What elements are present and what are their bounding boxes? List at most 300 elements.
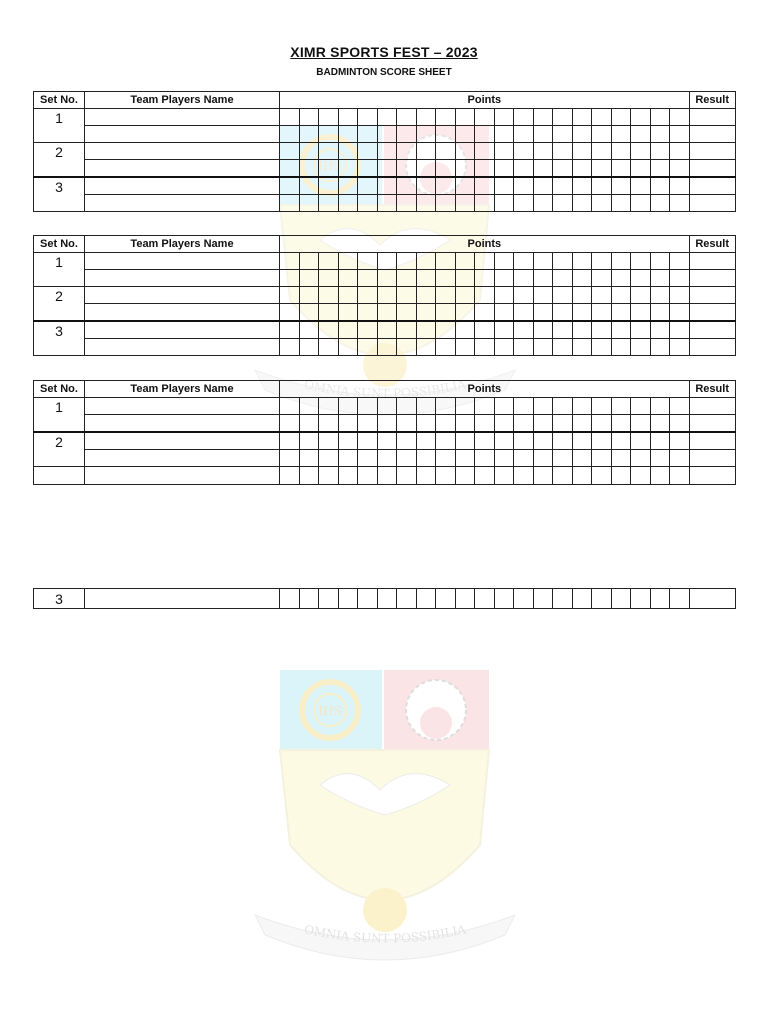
point-cell[interactable] [475, 339, 495, 356]
point-cell[interactable] [670, 467, 690, 485]
point-cell[interactable] [592, 160, 612, 178]
point-cell[interactable] [611, 287, 631, 304]
player-name-cell[interactable] [85, 160, 280, 178]
point-cell[interactable] [280, 287, 300, 304]
point-cell[interactable] [572, 287, 592, 304]
point-cell[interactable] [631, 304, 651, 322]
result-cell[interactable] [689, 109, 735, 126]
point-cell[interactable] [455, 109, 475, 126]
point-cell[interactable] [533, 450, 553, 467]
player-name-cell[interactable] [85, 339, 280, 356]
point-cell[interactable] [299, 270, 319, 287]
point-cell[interactable] [280, 253, 300, 270]
point-cell[interactable] [514, 467, 534, 485]
point-cell[interactable] [358, 467, 378, 485]
point-cell[interactable] [553, 143, 573, 160]
point-cell[interactable] [475, 126, 495, 143]
point-cell[interactable] [318, 159, 342, 178]
point-cell[interactable] [650, 160, 670, 178]
point-cell[interactable] [358, 270, 378, 287]
point-cell[interactable] [494, 450, 514, 467]
point-cell[interactable] [416, 304, 436, 322]
point-cell[interactable] [475, 432, 495, 450]
result-cell[interactable] [689, 195, 735, 212]
point-cell[interactable] [494, 160, 514, 178]
point-cell[interactable] [494, 270, 514, 287]
point-cell[interactable] [377, 287, 397, 304]
point-cell[interactable] [514, 321, 534, 339]
point-cell[interactable] [299, 450, 319, 467]
point-cell[interactable] [397, 589, 417, 609]
point-cell[interactable] [670, 339, 690, 356]
player-name-cell[interactable] [85, 304, 280, 322]
point-cell[interactable] [338, 270, 358, 287]
point-cell[interactable] [436, 195, 456, 212]
point-cell[interactable] [514, 415, 534, 433]
point-cell[interactable] [319, 450, 339, 467]
point-cell[interactable] [416, 467, 436, 485]
point-cell[interactable] [631, 467, 651, 485]
point-cell[interactable] [319, 177, 339, 195]
point-cell[interactable] [553, 398, 573, 415]
point-cell[interactable] [416, 339, 436, 356]
point-cell[interactable] [319, 109, 339, 126]
point-cell[interactable] [514, 589, 534, 609]
result-cell[interactable] [689, 467, 735, 485]
point-cell[interactable] [455, 177, 475, 195]
point-cell[interactable] [475, 109, 495, 126]
point-cell[interactable] [280, 450, 300, 467]
point-cell[interactable] [319, 339, 339, 356]
point-cell[interactable] [592, 304, 612, 322]
point-cell[interactable] [280, 589, 300, 609]
point-cell[interactable] [572, 143, 592, 160]
point-cell[interactable] [377, 467, 397, 485]
point-cell[interactable] [611, 398, 631, 415]
point-cell[interactable] [592, 450, 612, 467]
point-cell[interactable] [455, 339, 475, 356]
point-cell[interactable] [475, 270, 495, 287]
point-cell[interactable] [416, 126, 436, 143]
point-cell[interactable] [416, 143, 436, 160]
point-cell[interactable] [533, 109, 553, 126]
point-cell[interactable] [611, 321, 631, 339]
point-cell[interactable] [416, 450, 436, 467]
point-cell[interactable] [358, 432, 378, 450]
point-cell[interactable] [572, 467, 592, 485]
point-cell[interactable] [455, 287, 475, 304]
point-cell[interactable] [650, 143, 670, 160]
result-cell[interactable] [689, 339, 735, 356]
point-cell[interactable] [319, 467, 339, 485]
point-cell[interactable] [436, 321, 456, 339]
point-cell[interactable] [514, 126, 534, 143]
point-cell[interactable] [611, 195, 631, 212]
point-cell[interactable] [533, 415, 553, 433]
point-cell[interactable] [416, 415, 436, 433]
point-cell[interactable] [592, 432, 612, 450]
point-cell[interactable] [338, 432, 358, 450]
point-cell[interactable] [475, 253, 495, 270]
point-cell[interactable] [650, 467, 670, 485]
point-cell[interactable] [592, 126, 612, 143]
point-cell[interactable] [299, 253, 319, 270]
point-cell[interactable] [533, 143, 553, 160]
point-cell[interactable] [436, 467, 456, 485]
point-cell[interactable] [455, 304, 475, 322]
point-cell[interactable] [397, 321, 417, 339]
point-cell[interactable] [631, 432, 651, 450]
point-cell[interactable] [416, 398, 436, 415]
point-cell[interactable] [280, 415, 300, 433]
point-cell[interactable] [280, 126, 300, 143]
point-cell[interactable] [397, 304, 417, 322]
point-cell[interactable] [338, 339, 358, 356]
point-cell[interactable] [358, 195, 378, 212]
point-cell[interactable] [514, 304, 534, 322]
point-cell[interactable] [553, 126, 573, 143]
point-cell[interactable] [572, 109, 592, 126]
point-cell[interactable] [631, 321, 651, 339]
point-cell[interactable] [416, 432, 436, 450]
point-cell[interactable] [416, 287, 436, 304]
point-cell[interactable] [397, 415, 417, 433]
point-cell[interactable] [650, 287, 670, 304]
point-cell[interactable] [436, 450, 456, 467]
point-cell[interactable] [514, 177, 534, 195]
point-cell[interactable] [553, 321, 573, 339]
point-cell[interactable] [650, 339, 670, 356]
point-cell[interactable] [533, 589, 553, 609]
point-cell[interactable] [358, 415, 378, 433]
point-cell[interactable] [572, 398, 592, 415]
result-cell[interactable] [689, 160, 735, 178]
point-cell[interactable] [533, 253, 553, 270]
point-cell[interactable] [494, 126, 514, 143]
point-cell[interactable] [670, 304, 690, 322]
point-cell[interactable] [650, 398, 670, 415]
player-name-cell[interactable] [85, 195, 280, 212]
point-cell[interactable] [650, 432, 670, 450]
point-cell[interactable] [650, 195, 670, 212]
point-cell[interactable] [436, 270, 456, 287]
point-cell[interactable] [358, 177, 378, 195]
point-cell[interactable] [377, 143, 397, 160]
point-cell[interactable] [494, 415, 514, 433]
point-cell[interactable] [377, 304, 397, 322]
point-cell[interactable] [397, 270, 417, 287]
point-cell[interactable] [670, 415, 690, 433]
point-cell[interactable] [436, 109, 456, 126]
point-cell[interactable] [592, 415, 612, 433]
point-cell[interactable] [416, 270, 436, 287]
point-cell[interactable] [338, 253, 358, 270]
point-cell[interactable] [514, 450, 534, 467]
point-cell[interactable] [455, 432, 475, 450]
point-cell[interactable] [475, 450, 495, 467]
player-name-cell[interactable] [85, 467, 280, 485]
point-cell[interactable] [533, 287, 553, 304]
point-cell[interactable] [650, 450, 670, 467]
point-cell[interactable] [299, 160, 319, 178]
point-cell[interactable] [650, 415, 670, 433]
point-cell[interactable] [358, 589, 378, 609]
point-cell[interactable] [572, 450, 592, 467]
point-cell[interactable] [572, 253, 592, 270]
point-cell[interactable] [533, 398, 553, 415]
point-cell[interactable] [397, 143, 417, 160]
point-cell[interactable] [572, 270, 592, 287]
result-cell[interactable] [689, 432, 735, 450]
point-cell[interactable] [416, 589, 436, 609]
point-cell[interactable] [611, 109, 631, 126]
result-cell[interactable] [689, 126, 735, 143]
point-cell[interactable] [358, 253, 378, 270]
point-cell[interactable] [494, 304, 514, 322]
point-cell[interactable] [397, 177, 417, 195]
point-cell[interactable] [436, 177, 456, 195]
point-cell[interactable] [592, 589, 612, 609]
point-cell[interactable] [358, 126, 378, 143]
point-cell[interactable] [397, 160, 417, 178]
point-cell[interactable] [280, 398, 300, 415]
point-cell[interactable] [592, 109, 612, 126]
point-cell[interactable] [670, 589, 690, 609]
point-cell[interactable] [475, 195, 495, 212]
point-cell[interactable] [572, 432, 592, 450]
point-cell[interactable] [611, 177, 631, 195]
point-cell[interactable] [631, 589, 651, 609]
point-cell[interactable] [319, 304, 339, 322]
point-cell[interactable] [475, 160, 495, 178]
point-cell[interactable] [475, 467, 495, 485]
point-cell[interactable] [670, 143, 690, 160]
point-cell[interactable] [338, 415, 358, 433]
point-cell[interactable] [514, 195, 534, 212]
point-cell[interactable] [553, 450, 573, 467]
point-cell[interactable] [592, 467, 612, 485]
point-cell[interactable] [631, 195, 651, 212]
point-cell[interactable] [475, 398, 495, 415]
point-cell[interactable] [397, 467, 417, 485]
point-cell[interactable] [475, 287, 495, 304]
point-cell[interactable] [377, 270, 397, 287]
point-cell[interactable] [455, 160, 475, 178]
point-cell[interactable] [592, 195, 612, 212]
point-cell[interactable] [280, 177, 300, 195]
point-cell[interactable] [494, 177, 514, 195]
player-name-cell[interactable] [85, 398, 280, 415]
point-cell[interactable] [611, 415, 631, 433]
point-cell[interactable] [553, 177, 573, 195]
point-cell[interactable] [553, 253, 573, 270]
result-cell[interactable] [689, 450, 735, 467]
point-cell[interactable] [572, 304, 592, 322]
result-cell[interactable] [689, 143, 735, 160]
point-cell[interactable] [631, 177, 651, 195]
point-cell[interactable] [299, 415, 319, 433]
point-cell[interactable] [533, 270, 553, 287]
point-cell[interactable] [416, 195, 436, 212]
point-cell[interactable] [358, 321, 378, 339]
point-cell[interactable] [631, 287, 651, 304]
point-cell[interactable] [475, 143, 495, 160]
point-cell[interactable] [280, 270, 300, 287]
point-cell[interactable] [280, 195, 300, 212]
player-name-cell[interactable] [85, 287, 280, 304]
point-cell[interactable] [514, 160, 534, 178]
point-cell[interactable] [338, 304, 358, 322]
point-cell[interactable] [436, 160, 456, 178]
point-cell[interactable] [611, 253, 631, 270]
point-cell[interactable] [358, 287, 378, 304]
point-cell[interactable] [514, 253, 534, 270]
point-cell[interactable] [533, 432, 553, 450]
point-cell[interactable] [377, 195, 397, 212]
point-cell[interactable] [494, 109, 514, 126]
point-cell[interactable] [280, 432, 300, 450]
point-cell[interactable] [572, 321, 592, 339]
player-name-cell[interactable] [85, 253, 280, 270]
point-cell[interactable] [280, 321, 300, 339]
point-cell[interactable] [377, 160, 397, 178]
point-cell[interactable] [514, 287, 534, 304]
point-cell[interactable] [397, 195, 417, 212]
point-cell[interactable] [358, 143, 378, 160]
point-cell[interactable] [494, 287, 514, 304]
point-cell[interactable] [338, 109, 358, 126]
point-cell[interactable] [299, 109, 319, 126]
point-cell[interactable] [514, 398, 534, 415]
point-cell[interactable] [455, 195, 475, 212]
point-cell[interactable] [670, 270, 690, 287]
point-cell[interactable] [572, 339, 592, 356]
point-cell[interactable] [299, 304, 319, 322]
point-cell[interactable] [475, 415, 495, 433]
point-cell[interactable] [553, 160, 573, 178]
point-cell[interactable] [377, 321, 397, 339]
point-cell[interactable] [319, 143, 339, 160]
point-cell[interactable] [455, 589, 475, 609]
point-cell[interactable] [533, 304, 553, 322]
point-cell[interactable] [592, 339, 612, 356]
point-cell[interactable] [358, 450, 378, 467]
point-cell[interactable] [592, 177, 612, 195]
point-cell[interactable] [631, 109, 651, 126]
player-name-cell[interactable] [85, 321, 280, 339]
point-cell[interactable] [514, 270, 534, 287]
point-cell[interactable] [338, 160, 358, 178]
point-cell[interactable] [377, 177, 397, 195]
point-cell[interactable] [299, 321, 319, 339]
point-cell[interactable] [592, 321, 612, 339]
point-cell[interactable] [514, 109, 534, 126]
point-cell[interactable] [611, 126, 631, 143]
point-cell[interactable] [611, 339, 631, 356]
point-cell[interactable] [494, 589, 514, 609]
point-cell[interactable] [553, 467, 573, 485]
point-cell[interactable] [455, 398, 475, 415]
point-cell[interactable] [572, 126, 592, 143]
point-cell[interactable] [280, 143, 300, 160]
player-name-cell[interactable] [85, 270, 280, 287]
point-cell[interactable] [494, 253, 514, 270]
point-cell[interactable] [592, 270, 612, 287]
point-cell[interactable] [358, 109, 378, 126]
point-cell[interactable] [455, 126, 475, 143]
point-cell[interactable] [533, 160, 553, 178]
point-cell[interactable] [572, 589, 592, 609]
point-cell[interactable] [319, 253, 339, 270]
point-cell[interactable] [416, 321, 436, 339]
point-cell[interactable] [436, 126, 456, 143]
point-cell[interactable] [475, 177, 495, 195]
point-cell[interactable] [358, 304, 378, 322]
result-cell[interactable] [689, 398, 735, 415]
point-cell[interactable] [358, 160, 378, 178]
player-name-cell[interactable] [85, 415, 280, 433]
point-cell[interactable] [650, 304, 670, 322]
point-cell[interactable] [592, 398, 612, 415]
point-cell[interactable] [416, 177, 436, 195]
point-cell[interactable] [533, 126, 553, 143]
point-cell[interactable] [280, 339, 300, 356]
point-cell[interactable] [494, 195, 514, 212]
point-cell[interactable] [397, 126, 417, 143]
point-cell[interactable] [455, 450, 475, 467]
point-cell[interactable] [631, 270, 651, 287]
point-cell[interactable] [650, 270, 670, 287]
point-cell[interactable] [436, 589, 456, 609]
point-cell[interactable] [475, 321, 495, 339]
point-cell[interactable] [611, 304, 631, 322]
point-cell[interactable] [397, 450, 417, 467]
point-cell[interactable] [280, 304, 300, 322]
point-cell[interactable] [533, 195, 553, 212]
point-cell[interactable] [319, 321, 339, 339]
point-cell[interactable] [436, 304, 456, 322]
point-cell[interactable] [338, 398, 358, 415]
point-cell[interactable] [572, 195, 592, 212]
point-cell[interactable] [455, 253, 475, 270]
point-cell[interactable] [611, 160, 631, 178]
point-cell[interactable] [280, 109, 300, 126]
point-cell[interactable] [670, 398, 690, 415]
point-cell[interactable] [319, 126, 339, 143]
result-cell[interactable] [689, 270, 735, 287]
point-cell[interactable] [631, 415, 651, 433]
point-cell[interactable] [533, 467, 553, 485]
point-cell[interactable] [455, 321, 475, 339]
point-cell[interactable] [611, 143, 631, 160]
point-cell[interactable] [533, 321, 553, 339]
point-cell[interactable] [455, 143, 475, 160]
point-cell[interactable] [611, 467, 631, 485]
point-cell[interactable] [397, 432, 417, 450]
point-cell[interactable] [631, 160, 651, 178]
point-cell[interactable] [299, 195, 319, 212]
point-cell[interactable] [553, 304, 573, 322]
point-cell[interactable] [358, 339, 378, 356]
point-cell[interactable] [377, 450, 397, 467]
point-cell[interactable] [592, 143, 612, 160]
player-name-cell[interactable] [85, 143, 280, 160]
point-cell[interactable] [494, 143, 514, 160]
point-cell[interactable] [319, 589, 339, 609]
point-cell[interactable] [553, 287, 573, 304]
point-cell[interactable] [611, 270, 631, 287]
point-cell[interactable] [631, 398, 651, 415]
